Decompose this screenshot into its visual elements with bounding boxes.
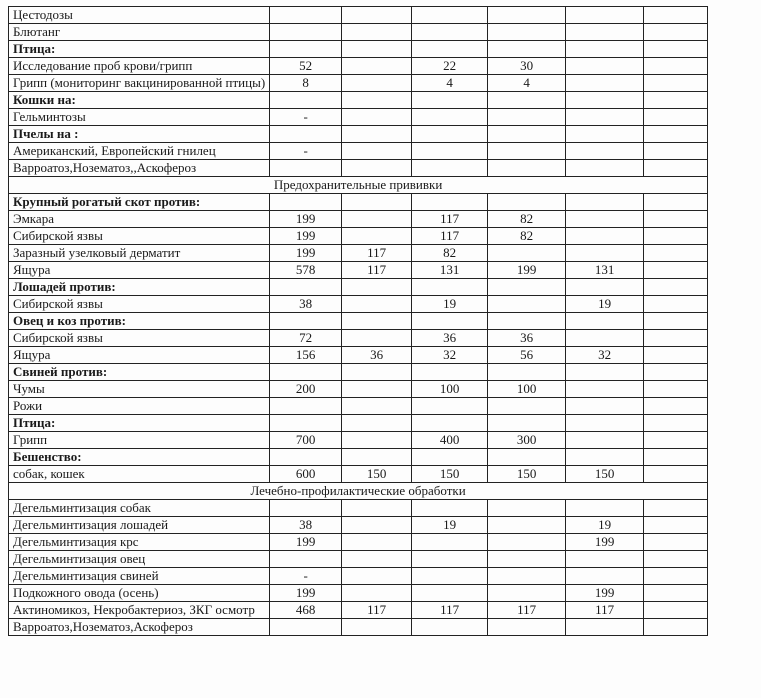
value-cell-col1: 199	[270, 534, 342, 551]
row-label: Исследование проб крови/грипп	[9, 58, 270, 75]
value-cell-col5	[566, 398, 644, 415]
value-cell-col2	[342, 279, 412, 296]
value-cell-col3	[412, 534, 488, 551]
value-cell-col5: 131	[566, 262, 644, 279]
value-cell-col3: 32	[412, 347, 488, 364]
value-cell-col6	[644, 466, 708, 483]
value-cell-col3	[412, 364, 488, 381]
value-cell-col4	[488, 449, 566, 466]
section-title: Предохранительные прививки	[9, 177, 708, 194]
value-cell-col4	[488, 41, 566, 58]
value-cell-col3	[412, 415, 488, 432]
category-row	[9, 364, 708, 381]
value-cell-col2	[342, 585, 412, 602]
section-title: Лечебно-профилактические обработки	[9, 483, 708, 500]
value-cell-col3: 19	[412, 296, 488, 313]
value-cell-col2	[342, 126, 412, 143]
value-cell-col2	[342, 194, 412, 211]
table-row	[9, 228, 708, 245]
value-cell-col2	[342, 449, 412, 466]
category-label: Свиней против:	[9, 364, 270, 381]
value-cell-col4: 56	[488, 347, 566, 364]
value-cell-col5	[566, 245, 644, 262]
value-cell-col5: 199	[566, 534, 644, 551]
row-label: Ящура	[9, 347, 270, 364]
value-cell-col2	[342, 619, 412, 636]
category-row	[9, 313, 708, 330]
value-cell-col4	[488, 143, 566, 160]
value-cell-col5	[566, 41, 644, 58]
category-row	[9, 92, 708, 109]
value-cell-col1: 700	[270, 432, 342, 449]
category-label: Бешенство:	[9, 449, 270, 466]
row-label: Американский, Европейский гнилец	[9, 143, 270, 160]
value-cell-col6	[644, 364, 708, 381]
value-cell-col3	[412, 619, 488, 636]
value-cell-col5: 19	[566, 517, 644, 534]
value-cell-col3: 117	[412, 228, 488, 245]
value-cell-col4: 36	[488, 330, 566, 347]
value-cell-col5	[566, 24, 644, 41]
value-cell-col2	[342, 296, 412, 313]
row-label: Эмкара	[9, 211, 270, 228]
category-label: Птица:	[9, 415, 270, 432]
value-cell-col5	[566, 75, 644, 92]
table-row	[9, 602, 708, 619]
value-cell-col1	[270, 364, 342, 381]
value-cell-col5	[566, 194, 644, 211]
value-cell-col6	[644, 143, 708, 160]
value-cell-col5	[566, 92, 644, 109]
value-cell-col6	[644, 381, 708, 398]
value-cell-col6	[644, 398, 708, 415]
table-row	[9, 211, 708, 228]
row-label: Грипп (мониторинг вакцинированной птицы)	[9, 75, 270, 92]
value-cell-col4	[488, 585, 566, 602]
value-cell-col1	[270, 398, 342, 415]
value-cell-col5	[566, 211, 644, 228]
value-cell-col3: 36	[412, 330, 488, 347]
value-cell-col2	[342, 415, 412, 432]
row-label: Ящура	[9, 262, 270, 279]
category-row	[9, 449, 708, 466]
value-cell-col1: 8	[270, 75, 342, 92]
value-cell-col2	[342, 160, 412, 177]
table-row	[9, 398, 708, 415]
value-cell-col4	[488, 568, 566, 585]
value-cell-col2	[342, 58, 412, 75]
value-cell-col6	[644, 228, 708, 245]
table-row	[9, 568, 708, 585]
row-label: Дегельминтизация крс	[9, 534, 270, 551]
table-row	[9, 585, 708, 602]
value-cell-col2	[342, 143, 412, 160]
value-cell-col2: 150	[342, 466, 412, 483]
value-cell-col3	[412, 92, 488, 109]
value-cell-col3	[412, 500, 488, 517]
value-cell-col2	[342, 568, 412, 585]
value-cell-col4	[488, 296, 566, 313]
value-cell-col1: 52	[270, 58, 342, 75]
value-cell-col1: 200	[270, 381, 342, 398]
value-cell-col3	[412, 551, 488, 568]
value-cell-col1: 38	[270, 517, 342, 534]
value-cell-col3	[412, 109, 488, 126]
value-cell-col1: 199	[270, 245, 342, 262]
value-cell-col2	[342, 75, 412, 92]
value-cell-col2: 117	[342, 602, 412, 619]
value-cell-col4	[488, 534, 566, 551]
value-cell-col1: -	[270, 109, 342, 126]
table-row	[9, 432, 708, 449]
value-cell-col1	[270, 92, 342, 109]
table-row	[9, 381, 708, 398]
value-cell-col4: 150	[488, 466, 566, 483]
value-cell-col4	[488, 109, 566, 126]
value-cell-col4	[488, 398, 566, 415]
value-cell-col6	[644, 41, 708, 58]
value-cell-col5	[566, 279, 644, 296]
value-cell-col5	[566, 619, 644, 636]
value-cell-col1: 600	[270, 466, 342, 483]
row-label: Грипп	[9, 432, 270, 449]
value-cell-col4	[488, 364, 566, 381]
row-label: Сибирской язвы	[9, 228, 270, 245]
row-label: Варроатоз,Нозематоз,Аскофероз	[9, 619, 270, 636]
value-cell-col6	[644, 194, 708, 211]
value-cell-col6	[644, 262, 708, 279]
value-cell-col6	[644, 500, 708, 517]
value-cell-col3: 4	[412, 75, 488, 92]
value-cell-col2: 117	[342, 262, 412, 279]
value-cell-col3: 400	[412, 432, 488, 449]
value-cell-col6	[644, 313, 708, 330]
value-cell-col6	[644, 449, 708, 466]
value-cell-col6	[644, 211, 708, 228]
table-row	[9, 534, 708, 551]
value-cell-col6	[644, 602, 708, 619]
value-cell-col2	[342, 92, 412, 109]
value-cell-col5: 19	[566, 296, 644, 313]
table-row	[9, 551, 708, 568]
value-cell-col1: 199	[270, 228, 342, 245]
value-cell-col4: 82	[488, 211, 566, 228]
value-cell-col6	[644, 330, 708, 347]
value-cell-col6	[644, 415, 708, 432]
value-cell-col4	[488, 517, 566, 534]
category-row	[9, 126, 708, 143]
value-cell-col6	[644, 585, 708, 602]
section-header-row	[9, 483, 708, 500]
table-row	[9, 109, 708, 126]
value-cell-col5	[566, 7, 644, 24]
value-cell-col6	[644, 160, 708, 177]
row-label: Заразный узелковый дерматит	[9, 245, 270, 262]
table-row	[9, 466, 708, 483]
value-cell-col3	[412, 568, 488, 585]
value-cell-col5	[566, 500, 644, 517]
section-header-row	[9, 177, 708, 194]
value-cell-col6	[644, 534, 708, 551]
value-cell-col4	[488, 24, 566, 41]
table-row	[9, 24, 708, 41]
value-cell-col5	[566, 109, 644, 126]
value-cell-col5	[566, 143, 644, 160]
category-row	[9, 415, 708, 432]
value-cell-col5: 199	[566, 585, 644, 602]
value-cell-col5: 150	[566, 466, 644, 483]
value-cell-col1: 38	[270, 296, 342, 313]
value-cell-col4: 4	[488, 75, 566, 92]
value-cell-col4: 82	[488, 228, 566, 245]
table-row	[9, 517, 708, 534]
value-cell-col6	[644, 517, 708, 534]
row-label: Варроатоз,Нозематоз,,Аскофероз	[9, 160, 270, 177]
value-cell-col5	[566, 432, 644, 449]
value-cell-col2	[342, 228, 412, 245]
value-cell-col6	[644, 24, 708, 41]
value-cell-col2	[342, 313, 412, 330]
value-cell-col4	[488, 500, 566, 517]
value-cell-col2	[342, 24, 412, 41]
value-cell-col2	[342, 534, 412, 551]
value-cell-col1	[270, 619, 342, 636]
value-cell-col4	[488, 619, 566, 636]
value-cell-col3	[412, 126, 488, 143]
table-row	[9, 500, 708, 517]
value-cell-col1	[270, 194, 342, 211]
value-cell-col1: -	[270, 143, 342, 160]
value-cell-col1	[270, 449, 342, 466]
value-cell-col4	[488, 245, 566, 262]
row-label: Гельминтозы	[9, 109, 270, 126]
value-cell-col1	[270, 160, 342, 177]
value-cell-col3: 117	[412, 602, 488, 619]
value-cell-col6	[644, 7, 708, 24]
value-cell-col6	[644, 245, 708, 262]
value-cell-col2	[342, 211, 412, 228]
value-cell-col1: 199	[270, 211, 342, 228]
value-cell-col6	[644, 619, 708, 636]
table-row	[9, 7, 708, 24]
value-cell-col3: 19	[412, 517, 488, 534]
value-cell-col3	[412, 449, 488, 466]
row-label: Сибирской язвы	[9, 296, 270, 313]
value-cell-col1: 468	[270, 602, 342, 619]
value-cell-col3	[412, 585, 488, 602]
value-cell-col3	[412, 398, 488, 415]
veterinary-measures-table	[8, 6, 708, 636]
category-label: Крупный рогатый скот против:	[9, 194, 270, 211]
value-cell-col3: 131	[412, 262, 488, 279]
value-cell-col1	[270, 24, 342, 41]
value-cell-col1	[270, 500, 342, 517]
table-row	[9, 347, 708, 364]
value-cell-col1	[270, 551, 342, 568]
row-label: Чумы	[9, 381, 270, 398]
value-cell-col1	[270, 313, 342, 330]
value-cell-col4: 117	[488, 602, 566, 619]
category-row	[9, 41, 708, 58]
value-cell-col2	[342, 432, 412, 449]
table-body	[9, 7, 708, 636]
value-cell-col4	[488, 7, 566, 24]
value-cell-col6	[644, 92, 708, 109]
value-cell-col3: 22	[412, 58, 488, 75]
value-cell-col2	[342, 7, 412, 24]
value-cell-col1: 199	[270, 585, 342, 602]
value-cell-col4: 199	[488, 262, 566, 279]
value-cell-col6	[644, 126, 708, 143]
value-cell-col4	[488, 551, 566, 568]
value-cell-col1: -	[270, 568, 342, 585]
value-cell-col6	[644, 296, 708, 313]
value-cell-col3: 100	[412, 381, 488, 398]
value-cell-col5	[566, 364, 644, 381]
value-cell-col1	[270, 7, 342, 24]
value-cell-col2	[342, 398, 412, 415]
value-cell-col2	[342, 500, 412, 517]
value-cell-col2: 117	[342, 245, 412, 262]
row-label: Подкожного овода (осень)	[9, 585, 270, 602]
value-cell-col3	[412, 313, 488, 330]
value-cell-col5	[566, 126, 644, 143]
value-cell-col2	[342, 41, 412, 58]
value-cell-col6	[644, 551, 708, 568]
value-cell-col4	[488, 313, 566, 330]
category-label: Пчелы на :	[9, 126, 270, 143]
value-cell-col3	[412, 7, 488, 24]
category-label: Лошадей против:	[9, 279, 270, 296]
table-row	[9, 619, 708, 636]
value-cell-col3	[412, 41, 488, 58]
table-row	[9, 143, 708, 160]
value-cell-col2	[342, 381, 412, 398]
value-cell-col5	[566, 381, 644, 398]
table-row	[9, 262, 708, 279]
row-label: Дегельминтизация собак	[9, 500, 270, 517]
category-label: Кошки на:	[9, 92, 270, 109]
row-label: Блютанг	[9, 24, 270, 41]
value-cell-col6	[644, 568, 708, 585]
value-cell-col5	[566, 415, 644, 432]
value-cell-col4	[488, 415, 566, 432]
value-cell-col2	[342, 330, 412, 347]
table-row	[9, 245, 708, 262]
row-label: Дегельминтизация лошадей	[9, 517, 270, 534]
row-label: Дегельминтизация овец	[9, 551, 270, 568]
value-cell-col3	[412, 279, 488, 296]
value-cell-col6	[644, 432, 708, 449]
row-label: Рожи	[9, 398, 270, 415]
value-cell-col4: 30	[488, 58, 566, 75]
value-cell-col1: 578	[270, 262, 342, 279]
value-cell-col4	[488, 160, 566, 177]
value-cell-col3	[412, 194, 488, 211]
value-cell-col2	[342, 364, 412, 381]
value-cell-col6	[644, 109, 708, 126]
row-label: Дегельминтизация свиней	[9, 568, 270, 585]
table-row	[9, 296, 708, 313]
value-cell-col2	[342, 551, 412, 568]
table-row	[9, 75, 708, 92]
value-cell-col3	[412, 24, 488, 41]
row-label: Сибирской язвы	[9, 330, 270, 347]
value-cell-col4	[488, 92, 566, 109]
value-cell-col5	[566, 449, 644, 466]
category-row	[9, 279, 708, 296]
value-cell-col2	[342, 517, 412, 534]
table-row	[9, 58, 708, 75]
value-cell-col5	[566, 568, 644, 585]
value-cell-col5	[566, 330, 644, 347]
value-cell-col1	[270, 41, 342, 58]
value-cell-col3: 117	[412, 211, 488, 228]
value-cell-col5	[566, 313, 644, 330]
value-cell-col1	[270, 126, 342, 143]
row-label: собак, кошек	[9, 466, 270, 483]
value-cell-col1: 156	[270, 347, 342, 364]
value-cell-col3	[412, 143, 488, 160]
value-cell-col4: 100	[488, 381, 566, 398]
value-cell-col2	[342, 109, 412, 126]
category-label: Птица:	[9, 41, 270, 58]
value-cell-col6	[644, 58, 708, 75]
value-cell-col4	[488, 279, 566, 296]
table-row	[9, 160, 708, 177]
table-row	[9, 330, 708, 347]
value-cell-col3: 82	[412, 245, 488, 262]
row-label: Актиномикоз, Некробактериоз, ЗКГ осмотр	[9, 602, 270, 619]
value-cell-col5	[566, 228, 644, 245]
value-cell-col6	[644, 279, 708, 296]
value-cell-col5: 32	[566, 347, 644, 364]
value-cell-col4: 300	[488, 432, 566, 449]
value-cell-col1	[270, 415, 342, 432]
value-cell-col6	[644, 75, 708, 92]
value-cell-col3	[412, 160, 488, 177]
category-label: Овец и коз против:	[9, 313, 270, 330]
row-label: Цестодозы	[9, 7, 270, 24]
value-cell-col1	[270, 279, 342, 296]
value-cell-col5: 117	[566, 602, 644, 619]
value-cell-col1: 72	[270, 330, 342, 347]
value-cell-col5	[566, 551, 644, 568]
value-cell-col2: 36	[342, 347, 412, 364]
value-cell-col5	[566, 58, 644, 75]
value-cell-col4	[488, 126, 566, 143]
value-cell-col5	[566, 160, 644, 177]
value-cell-col3: 150	[412, 466, 488, 483]
category-row	[9, 194, 708, 211]
value-cell-col6	[644, 347, 708, 364]
value-cell-col4	[488, 194, 566, 211]
